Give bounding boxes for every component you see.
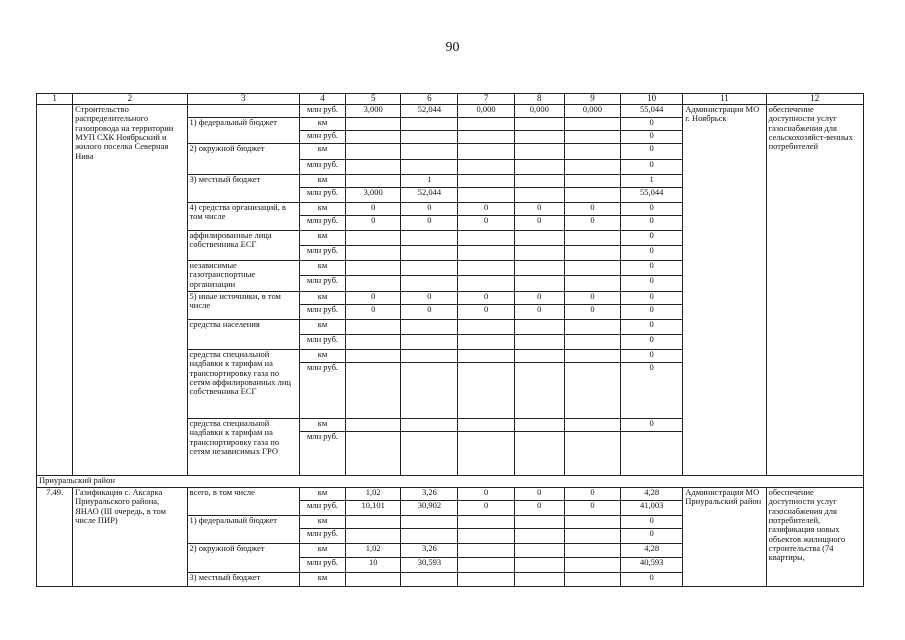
unit-cell: млн руб. xyxy=(299,304,345,319)
value-cell-v7 xyxy=(458,319,514,334)
funding-source: 1) федеральный бюджет xyxy=(187,515,299,543)
value-cell-v6: 3,26 xyxy=(401,543,458,557)
value-cell-v6 xyxy=(401,230,458,245)
value-cell-v9 xyxy=(564,349,620,362)
unit-cell: км xyxy=(299,291,345,304)
value-cell-v5: 10,101 xyxy=(346,500,401,515)
funding-source: 1) федеральный бюджет xyxy=(187,117,299,143)
value-cell-v5: 1,02 xyxy=(346,543,401,557)
value-cell-v5 xyxy=(346,319,401,334)
item-number xyxy=(37,104,73,475)
header-cell: 7 xyxy=(458,94,514,105)
value-cell-v7 xyxy=(458,515,514,528)
value-cell-v9: 0 xyxy=(564,291,620,304)
value-cell-v5 xyxy=(346,334,401,349)
funding-source: аффилированные лица собственника ЕСГ xyxy=(187,230,299,260)
value-cell-v5 xyxy=(346,431,401,475)
value-cell-v8: 0 xyxy=(514,487,564,500)
goal: обеспечение доступности услуг газоснабжения для сельскохозяйст-венных потребителей xyxy=(766,104,863,475)
value-cell-v7 xyxy=(458,174,514,187)
goal: обеспечение доступности услуг газоснабжения для потребителей, газификация новых объектов жилищного строительства (74 квартиры, xyxy=(766,487,863,586)
value-cell-v10: 0 xyxy=(621,275,683,291)
section-row xyxy=(37,475,864,487)
header-cell: 12 xyxy=(766,94,863,105)
item-number: 7.49. xyxy=(37,487,73,586)
value-cell-v10: 0 xyxy=(621,260,683,275)
project-2-rows xyxy=(37,487,864,586)
value-cell-v6 xyxy=(401,334,458,349)
funding-source: средства специальной надбавки к тарифам на транспортировку газа по сетям аффилированных лиц собственника ЕСГ xyxy=(187,349,299,418)
value-cell-v9 xyxy=(564,319,620,334)
value-cell-v6: 1 xyxy=(401,174,458,187)
header-cell: 1 xyxy=(37,94,73,105)
value-cell-v6: 0 xyxy=(401,202,458,215)
value-cell-v9: 0 xyxy=(564,215,620,230)
header-cell: 8 xyxy=(514,94,564,105)
value-cell-v6 xyxy=(401,275,458,291)
value-cell-v6 xyxy=(401,431,458,475)
value-cell-v7 xyxy=(458,572,514,586)
unit-cell: млн руб. xyxy=(299,500,345,515)
funding-source: 3) местный бюджет xyxy=(187,174,299,202)
value-cell-v7 xyxy=(458,260,514,275)
value-cell-v5 xyxy=(346,515,401,528)
program-table xyxy=(36,93,864,587)
funding-source: всего, в том числе xyxy=(187,487,299,515)
value-cell-v7: 0 xyxy=(458,215,514,230)
value-cell-v9 xyxy=(564,260,620,275)
value-cell-v9 xyxy=(564,418,620,431)
funding-source: независимые газотранспортные организации xyxy=(187,260,299,291)
value-cell-v10: 0 xyxy=(621,130,683,143)
value-cell-v7 xyxy=(458,230,514,245)
funding-source: 2) окружной бюджет xyxy=(187,543,299,572)
value-cell-v9 xyxy=(564,334,620,349)
value-cell-v5: 3,000 xyxy=(346,187,401,202)
value-cell-v10: 0 xyxy=(621,202,683,215)
value-cell-v10: 0 xyxy=(621,334,683,349)
value-cell-v10: 40,593 xyxy=(621,557,683,572)
value-cell-v7 xyxy=(458,275,514,291)
value-cell-v5 xyxy=(346,349,401,362)
value-cell-v8 xyxy=(514,418,564,431)
unit-cell: км xyxy=(299,515,345,528)
value-cell-v6: 30,902 xyxy=(401,500,458,515)
value-cell-v5 xyxy=(346,245,401,260)
value-cell-v5: 1,02 xyxy=(346,487,401,500)
executor: Администрация МО Приуральский район xyxy=(683,487,766,586)
value-cell-v5: 10 xyxy=(346,557,401,572)
value-cell-v8 xyxy=(514,431,564,475)
value-cell-v5 xyxy=(346,159,401,174)
value-cell-v8 xyxy=(514,515,564,528)
header-cell: 2 xyxy=(73,94,187,105)
value-cell-v10: 0 xyxy=(621,215,683,230)
unit-cell: млн руб. xyxy=(299,245,345,260)
value-cell-v8 xyxy=(514,275,564,291)
executor: Администрация МО г. Ноябрьск xyxy=(683,104,766,475)
value-cell-v8 xyxy=(514,117,564,130)
value-cell-v7 xyxy=(458,543,514,557)
value-cell-v5 xyxy=(346,418,401,431)
value-cell-v6: 0 xyxy=(401,215,458,230)
value-cell-v7: 0 xyxy=(458,500,514,515)
header-cell: 9 xyxy=(564,94,620,105)
value-cell-v8 xyxy=(514,572,564,586)
value-cell-v8 xyxy=(514,260,564,275)
value-cell-v6: 3,26 xyxy=(401,487,458,500)
value-cell-v10 xyxy=(621,431,683,475)
value-cell-v8 xyxy=(514,334,564,349)
value-cell-v7 xyxy=(458,187,514,202)
value-cell-v8: 0 xyxy=(514,304,564,319)
unit-cell: км xyxy=(299,418,345,431)
value-cell-v7 xyxy=(458,334,514,349)
value-cell-v6: 52,044 xyxy=(401,104,458,117)
value-cell-v9 xyxy=(564,557,620,572)
unit-cell: км xyxy=(299,349,345,362)
value-cell-v10: 0 xyxy=(621,362,683,418)
value-cell-v8 xyxy=(514,187,564,202)
value-cell-v8 xyxy=(514,557,564,572)
value-cell-v10: 0 xyxy=(621,418,683,431)
unit-cell: млн руб. xyxy=(299,557,345,572)
page-number: 90 xyxy=(445,40,460,55)
header-row xyxy=(37,94,864,105)
value-cell-v6 xyxy=(401,319,458,334)
value-cell-v8 xyxy=(514,159,564,174)
unit-cell: млн руб. xyxy=(299,130,345,143)
section-title: Приуральский район xyxy=(37,475,864,487)
unit-cell: млн руб. xyxy=(299,362,345,418)
unit-cell: км xyxy=(299,487,345,500)
value-cell-v7: 0,000 xyxy=(458,104,514,117)
value-cell-v6 xyxy=(401,117,458,130)
value-cell-v8: 0 xyxy=(514,202,564,215)
unit-cell: км xyxy=(299,143,345,159)
unit-cell: км xyxy=(299,319,345,334)
unit-cell: млн руб. xyxy=(299,159,345,174)
value-cell-v9 xyxy=(564,362,620,418)
value-cell-v6 xyxy=(401,260,458,275)
project-1-rows xyxy=(37,104,864,475)
value-cell-v5: 0 xyxy=(346,202,401,215)
value-cell-v8 xyxy=(514,528,564,543)
unit-cell: км xyxy=(299,230,345,245)
unit-cell: млн руб. xyxy=(299,528,345,543)
unit-cell: км xyxy=(299,117,345,130)
value-cell-v10: 0 xyxy=(621,515,683,528)
value-cell-v5 xyxy=(346,143,401,159)
value-cell-v9 xyxy=(564,245,620,260)
value-cell-v9 xyxy=(564,159,620,174)
value-cell-v5: 0 xyxy=(346,291,401,304)
value-cell-v8 xyxy=(514,230,564,245)
unit-cell: млн руб. xyxy=(299,215,345,230)
value-cell-v9 xyxy=(564,130,620,143)
value-cell-v7 xyxy=(458,130,514,143)
value-cell-v10: 0 xyxy=(621,528,683,543)
value-cell-v9 xyxy=(564,528,620,543)
value-cell-v9: 0,000 xyxy=(564,104,620,117)
header-cell: 6 xyxy=(401,94,458,105)
value-cell-v9 xyxy=(564,543,620,557)
value-cell-v10: 0 xyxy=(621,245,683,260)
value-cell-v5: 0 xyxy=(346,304,401,319)
value-cell-v8 xyxy=(514,543,564,557)
value-cell-v7 xyxy=(458,557,514,572)
header-cell: 4 xyxy=(299,94,345,105)
value-cell-v9 xyxy=(564,187,620,202)
value-cell-v8 xyxy=(514,174,564,187)
unit-cell: км xyxy=(299,543,345,557)
value-cell-v6 xyxy=(401,159,458,174)
unit-cell: км xyxy=(299,572,345,586)
value-cell-v9 xyxy=(564,572,620,586)
funding-source: 4) средства организаций, в том числе xyxy=(187,202,299,230)
value-cell-v8: 0 xyxy=(514,215,564,230)
unit-cell: млн руб. xyxy=(299,104,345,117)
value-cell-v8: 0,000 xyxy=(514,104,564,117)
value-cell-v8: 0 xyxy=(514,291,564,304)
value-cell-v8 xyxy=(514,362,564,418)
value-cell-v10: 0 xyxy=(621,291,683,304)
value-cell-v5 xyxy=(346,275,401,291)
funding-source: 3) местный бюджет xyxy=(187,572,299,586)
value-cell-v7 xyxy=(458,418,514,431)
value-cell-v7 xyxy=(458,245,514,260)
value-cell-v5 xyxy=(346,130,401,143)
header-cell: 11 xyxy=(683,94,766,105)
value-cell-v7 xyxy=(458,159,514,174)
value-cell-v10: 0 xyxy=(621,572,683,586)
value-cell-v6 xyxy=(401,528,458,543)
unit-cell: млн руб. xyxy=(299,334,345,349)
value-cell-v5 xyxy=(346,117,401,130)
value-cell-v7: 0 xyxy=(458,202,514,215)
value-cell-v5 xyxy=(346,260,401,275)
value-cell-v10: 41,003 xyxy=(621,500,683,515)
value-cell-v8 xyxy=(514,143,564,159)
project-name: Газификация с. Аксарка Приуральского района, ЯНАО (III очередь, в том числе ПИР) xyxy=(73,487,187,586)
value-cell-v6 xyxy=(401,245,458,260)
value-cell-v7: 0 xyxy=(458,487,514,500)
value-cell-v7 xyxy=(458,349,514,362)
value-cell-v9: 0 xyxy=(564,304,620,319)
value-cell-v6 xyxy=(401,362,458,418)
value-cell-v10: 4,28 xyxy=(621,543,683,557)
value-cell-v10: 0 xyxy=(621,143,683,159)
unit-cell: млн руб. xyxy=(299,431,345,475)
header-cell: 3 xyxy=(187,94,299,105)
value-cell-v6: 0 xyxy=(401,304,458,319)
value-cell-v6 xyxy=(401,349,458,362)
value-cell-v8 xyxy=(514,319,564,334)
value-cell-v10: 0 xyxy=(621,230,683,245)
header-cell: 5 xyxy=(346,94,401,105)
unit-cell: млн руб. xyxy=(299,275,345,291)
value-cell-v5 xyxy=(346,230,401,245)
value-cell-v6 xyxy=(401,143,458,159)
table-row xyxy=(37,487,864,500)
value-cell-v9 xyxy=(564,117,620,130)
value-cell-v9 xyxy=(564,431,620,475)
value-cell-v9: 0 xyxy=(564,202,620,215)
value-cell-v10: 0 xyxy=(621,304,683,319)
unit-cell: км xyxy=(299,202,345,215)
value-cell-v9 xyxy=(564,515,620,528)
value-cell-v7: 0 xyxy=(458,291,514,304)
value-cell-v10: 4,28 xyxy=(621,487,683,500)
value-cell-v6 xyxy=(401,515,458,528)
value-cell-v7: 0 xyxy=(458,304,514,319)
value-cell-v8 xyxy=(514,130,564,143)
value-cell-v9: 0 xyxy=(564,487,620,500)
value-cell-v8 xyxy=(514,349,564,362)
project-name: Строительство распределительного газопровода на территории МУП СХК Ноябрьский и жилого поселка Северная Нива xyxy=(73,104,187,475)
value-cell-v5: 0 xyxy=(346,215,401,230)
value-cell-v7 xyxy=(458,362,514,418)
funding-source: 5) иные источники, в том числе xyxy=(187,291,299,319)
value-cell-v10: 0 xyxy=(621,117,683,130)
value-cell-v7 xyxy=(458,143,514,159)
value-cell-v8 xyxy=(514,245,564,260)
unit-cell: км xyxy=(299,260,345,275)
value-cell-v6: 30,593 xyxy=(401,557,458,572)
value-cell-v10: 55,044 xyxy=(621,104,683,117)
value-cell-v9 xyxy=(564,230,620,245)
value-cell-v6: 52,044 xyxy=(401,187,458,202)
value-cell-v9 xyxy=(564,143,620,159)
value-cell-v10: 55,044 xyxy=(621,187,683,202)
funding-source: средства специальной надбавки к тарифам на транспортировку газа по сетям независимых ГРО xyxy=(187,418,299,475)
value-cell-v5 xyxy=(346,362,401,418)
funding-source xyxy=(187,104,299,117)
value-cell-v6 xyxy=(401,572,458,586)
funding-source: 2) окружной бюджет xyxy=(187,143,299,174)
value-cell-v7 xyxy=(458,528,514,543)
funding-source: средства населения xyxy=(187,319,299,349)
value-cell-v9: 0 xyxy=(564,500,620,515)
value-cell-v5: 3,000 xyxy=(346,104,401,117)
header-cell: 10 xyxy=(621,94,683,105)
value-cell-v6 xyxy=(401,130,458,143)
value-cell-v10: 1 xyxy=(621,174,683,187)
value-cell-v6: 0 xyxy=(401,291,458,304)
value-cell-v6 xyxy=(401,418,458,431)
value-cell-v5 xyxy=(346,528,401,543)
value-cell-v7 xyxy=(458,431,514,475)
value-cell-v9 xyxy=(564,174,620,187)
value-cell-v10: 0 xyxy=(621,159,683,174)
value-cell-v10: 0 xyxy=(621,349,683,362)
value-cell-v5 xyxy=(346,572,401,586)
value-cell-v5 xyxy=(346,174,401,187)
unit-cell: млн руб. xyxy=(299,187,345,202)
value-cell-v10: 0 xyxy=(621,319,683,334)
value-cell-v7 xyxy=(458,117,514,130)
value-cell-v9 xyxy=(564,275,620,291)
unit-cell: км xyxy=(299,174,345,187)
value-cell-v8: 0 xyxy=(514,500,564,515)
table-row xyxy=(37,104,864,117)
